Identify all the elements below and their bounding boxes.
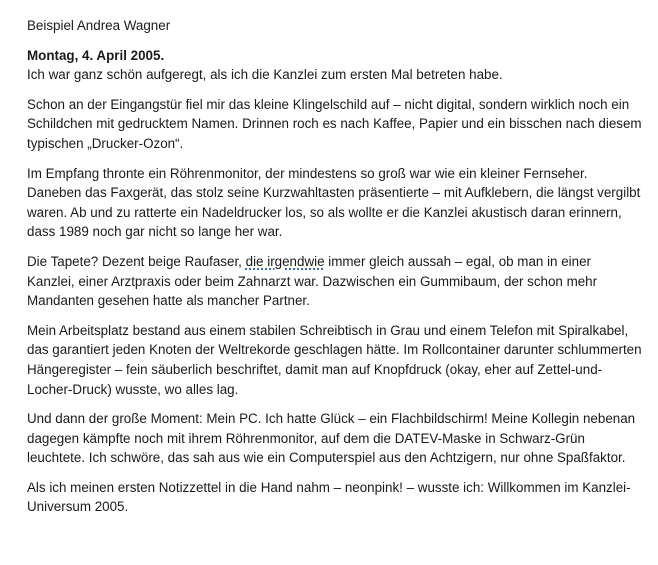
paragraph-5: Und dann der große Moment: Mein PC. Ich hatte Glück – ein Flachbildschirm! Meine Kollegin nebenan dagegen kämpfte noch mit ihrem Röhrenmonitor, auf dem die DATEV-Maske in Schwarz-Grün leuchtete. Ich schwöre, das sah aus wie ein Computerspiel aus den Achtzigern, nur ohne Spaßfaktor. [27,411,636,466]
entry-date: Montag, 4. April 2005. [27,47,165,63]
paragraph-3-text-a: Die Tapete? Dezent beige Raufaser, [27,253,246,269]
document-title: Beispiel Andrea Wagner [27,18,171,33]
paragraph-4: Mein Arbeitsplatz bestand aus einem stabilen Schreibtisch in Grau und einem Telefon mit Spiralkabel, das garantiert jeden Knoten der Weltrekorde geschlagen hätte. Im Rollcontainer darunter schlummerten Hängeregister – fein säuberlich beschriftet, damit man auf Knopfdruck (okay, eher auf Zettel-und-Locher-Druck) wusste, wo alles lag. [27,322,642,397]
intro-text: Ich war ganz schön aufgeregt, als ich die Kanzlei zum ersten Mal betreten habe. [27,67,503,83]
paragraph-3 [27,252,642,311]
paragraph-2: Im Empfang thronte ein Röhrenmonitor, der mindestens so groß war wie ein kleiner Fernseher. Daneben das Faxgerät, das stolz seine Kurzwahltasten präsentierte – mit Aufklebern, die längst vergilbt waren. Ab und zu ratterte ein Nadeldrucker los, so als wollte er die Kanzlei akustisch daran erinnern, dass 1989 noch gar nicht so lange her war. [27,165,641,240]
document-body[interactable] [27,16,642,527]
spellcheck-marked-text[interactable]: die irgendwie [245,253,325,269]
paragraph-6: Als ich meinen ersten Notizzettel in die Hand nahm – neonpink! – wusste ich: Willkommen im Kanzlei-Universum 2005. [27,479,631,515]
paragraph-intro [27,46,642,85]
paragraph-3-text-b: immer gleich aussah – egal, ob man in einer Kanzlei, einer Arztpraxis oder beim Zahnarzt war. Dazwischen ein Gummibaum, der schon mehr Mandanten gesehen hatte als mancher Partner. [27,253,598,309]
paragraph-1: Schon an der Eingangstür fiel mir das kleine Klingelschild auf – nicht digital, sondern wirklich noch ein Schildchen mit gedrucktem Namen. Drinnen roch es nach Kaffee, Papier und ein bisschen nach diesem typischen „Drucker-Ozon“. [27,96,642,151]
